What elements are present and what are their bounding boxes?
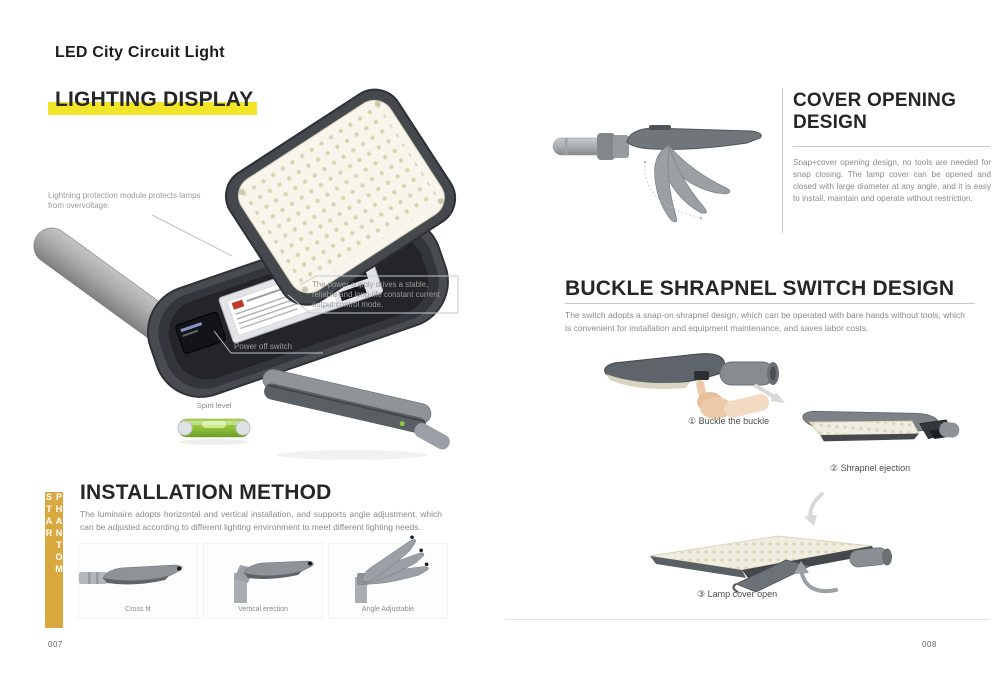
section-divider-vertical bbox=[782, 88, 783, 233]
callout-lightning-protection: Lightning protection module protects lamps from overvoltage. bbox=[48, 191, 201, 211]
angle-adjustable-thumbnail bbox=[329, 551, 447, 603]
section-heading-buckle-switch: BUCKLE SHRAPNEL SWITCH DESIGN bbox=[565, 277, 955, 300]
installation-option-cross-fit bbox=[78, 543, 198, 619]
option-label: Angle Adjustable bbox=[361, 606, 415, 613]
installation-options bbox=[78, 543, 448, 619]
section-heading-installation-method: INSTALLATION METHOD bbox=[80, 481, 332, 504]
heading-line-2: DESIGN bbox=[793, 111, 868, 133]
lamp-closed-photo bbox=[252, 360, 452, 465]
heading-line-1: COVER OPENING bbox=[793, 90, 957, 111]
lamp-open-photo bbox=[75, 100, 455, 400]
cross-fit-thumbnail bbox=[79, 551, 197, 603]
brand-banner: PHANTOM STAR bbox=[45, 492, 63, 628]
step-label-1: ① Buckle the buckle bbox=[688, 416, 770, 426]
rotation-arrow-icon bbox=[794, 561, 836, 591]
step2-photo-shrapnel bbox=[793, 402, 961, 466]
spirit-level-photo bbox=[172, 412, 256, 446]
vertical-erection-thumbnail bbox=[204, 551, 322, 603]
callout-power-supply: The power supply drives a stable, reliable and long-life constant current output control mode. bbox=[312, 280, 440, 310]
footer-divider bbox=[505, 619, 990, 620]
installation-description: The luminaire adopts horizontal and vertical installation, and supports angle adjustment, which can be adjusted according to different lighting environment to meet different lighting needs. bbox=[80, 509, 442, 532]
installation-option-vertical-erection bbox=[203, 543, 323, 619]
buckle bbox=[694, 371, 709, 380]
step1-photo-buckle bbox=[598, 344, 796, 426]
step-label-2: ② Shrapnel ejection bbox=[830, 463, 911, 473]
installation-option-angle-adjustable bbox=[328, 543, 448, 619]
section-heading-cover-opening bbox=[793, 90, 993, 134]
page-number-left: 007 bbox=[48, 640, 63, 649]
cover-opening-description: Snap+cover opening design, no tools are needed for snap closing. The lamp cover can be opened and closed with large diameter at any angle, and it is easy to install, maintain and operate without restriction. bbox=[793, 158, 991, 203]
option-label: Cross fit bbox=[125, 606, 151, 613]
heading-underline bbox=[793, 146, 990, 147]
page-number-right: 008 bbox=[922, 640, 937, 649]
callout-power-off-switch: Power off switch bbox=[234, 342, 293, 351]
spirit-level-label: Spirit level bbox=[196, 401, 232, 410]
cover-opening-photo bbox=[553, 86, 773, 234]
buckle-switch-description: The switch adopts a snap-on shrapnel design, which can be operated with bare hands without tools, which is convenient for installation and equipment maintenance, and saves labor costs. bbox=[565, 310, 965, 333]
step-label-3: ③ Lamp cover open bbox=[697, 589, 778, 599]
highlighted-heading-text: LIGHTING DISPLAY bbox=[48, 88, 257, 115]
heading-underline bbox=[565, 303, 975, 304]
option-label: Vertical erection bbox=[238, 606, 288, 613]
step3-photo-cover-open bbox=[638, 524, 896, 596]
page-title: LED City Circuit Light bbox=[55, 44, 225, 61]
opening-cover-positions bbox=[653, 144, 731, 223]
